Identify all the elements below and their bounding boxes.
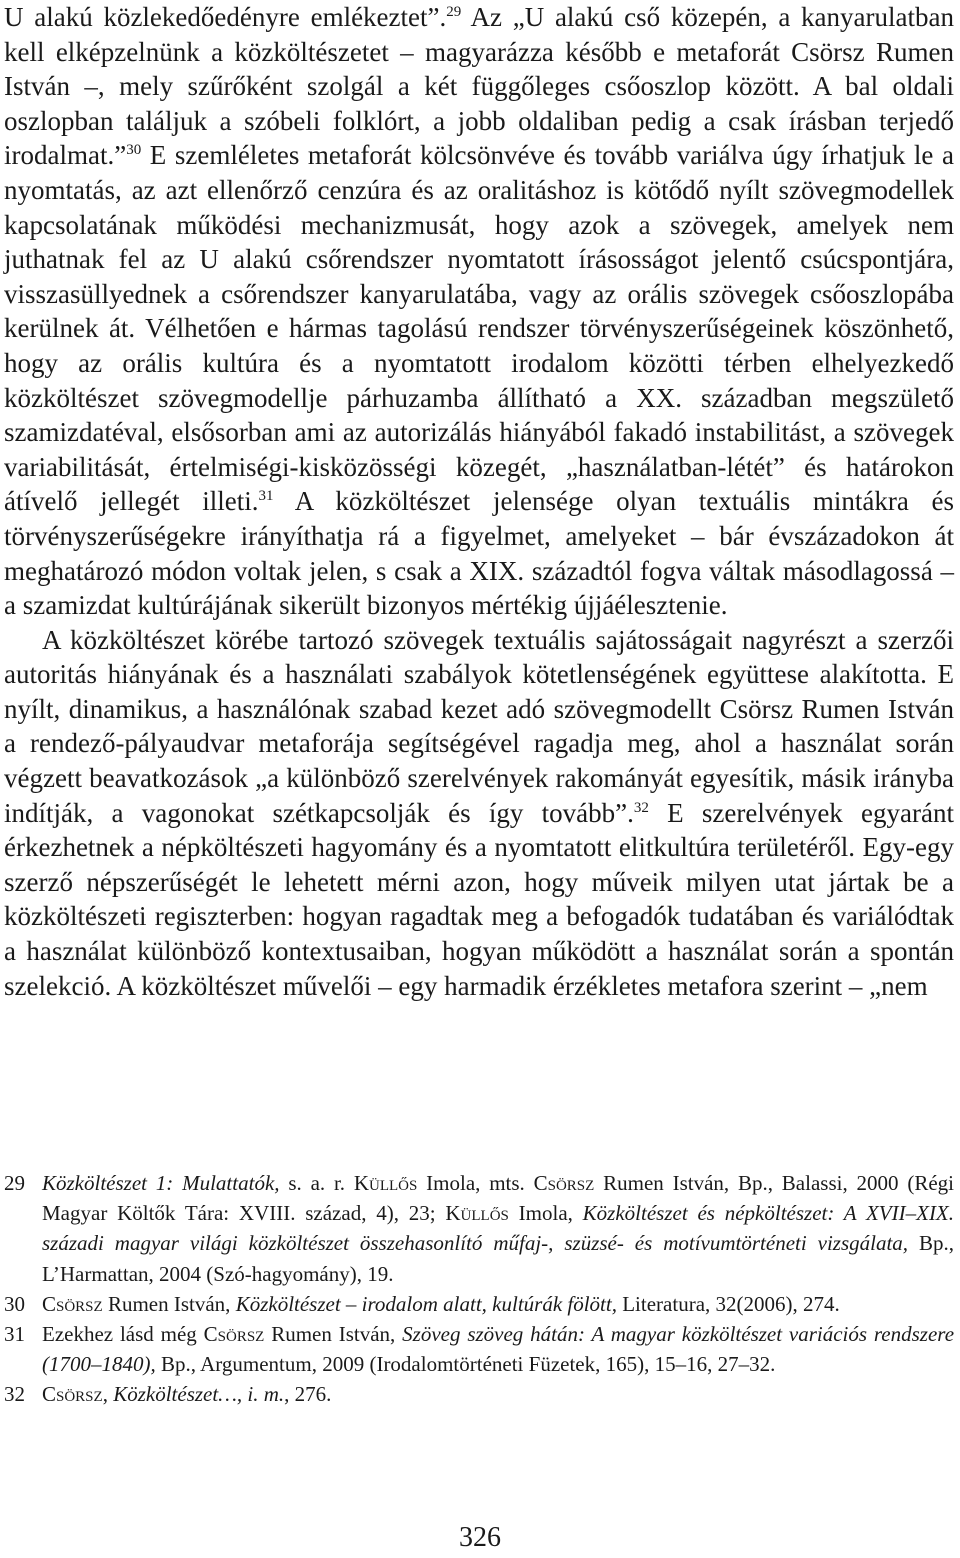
footnote-text xyxy=(42,1319,954,1379)
footnote-30 xyxy=(4,1289,954,1319)
footnote-ref-29[interactable]: 29 xyxy=(446,4,462,20)
page-number: 326 xyxy=(459,1522,501,1553)
footnote-29 xyxy=(4,1168,954,1289)
text-span: U alakú közlekedőedényre emlékeztet”. xyxy=(4,2,447,32)
text-span: , 276. xyxy=(284,1382,332,1407)
footnote-text xyxy=(42,1168,954,1289)
text-span: Rumen István, xyxy=(264,1322,403,1347)
text-span: , xyxy=(102,1382,114,1407)
title-text: Szöveg szöveg hátán: A magyar közköltészet variációs rendszere (1700–1840), xyxy=(42,1322,955,1377)
author-name: Csörsz xyxy=(42,1291,103,1316)
text-span: Ezekhez lásd még xyxy=(42,1322,204,1347)
text-span: Literatura, 32(2006), 274. xyxy=(616,1291,840,1316)
title-text: Közköltészet 1: Mulattatók, xyxy=(42,1171,280,1195)
title-text: Közköltészet és népköltészet: A XVII–XIX. századi magyar világi közköltészet összehasonlító műfaj-, szüzsé- és motívumtörténeti vizsgálata, xyxy=(42,1201,955,1256)
footnote-number: 30 xyxy=(4,1291,25,1316)
text-span: s. a. r. xyxy=(279,1171,354,1195)
author-name: Küllős xyxy=(353,1171,418,1195)
body-text xyxy=(4,0,954,1003)
footnote-number: 31 xyxy=(4,1322,25,1347)
text-span: E szerelvények egyaránt érkezhetnek a népköltészeti hagyomány és a nyomtatott elitkultúra területéről. Egy-egy szerző népszerűségét le lehetett mérni azon, hogy műveik milyen utat jártak be a közköltészeti regiszterben: hogyan ragadtak meg a befogadók tudatában és variálódtak a használat különböző kontextusaiban, hogyan működött a használat során a spontán szelekció. A közköltészet művelői – egy harmadik érzékletes metafora szerint – „nem xyxy=(4,797,954,1001)
text-span: Rumen István, Bp., Balassi, 2000 (Régi Magyar Költők Tára: XVIII. század, 4), 23; xyxy=(42,1171,954,1226)
author-name: Küllős xyxy=(445,1201,509,1226)
footnote-ref-30[interactable]: 30 xyxy=(126,142,142,159)
author-name: Csörsz xyxy=(203,1322,265,1347)
title-text: Közköltészet – irodalom alatt, kultúrák fölött, xyxy=(235,1291,617,1316)
title-text: Közköltészet…, i. m. xyxy=(113,1382,285,1407)
author-name: Csörsz xyxy=(42,1382,103,1407)
text-span: Az „U alakú cső közepén, a kanyarulatban kell elképzelnünk a közköltészetet – magyarázza később e metaforát Csörsz Rumen István –, mely szűrőként szolgál a két függőleges csőoszlop között. A bal oldali oszlopban találjuk a szóbeli folklórt, a jobb oldaliban pedig a csak írásban terjedő irodalmat.” xyxy=(4,2,954,171)
footnote-ref-32[interactable]: 32 xyxy=(633,799,649,816)
text-span: Bp., Argumentum, 2009 (Irodalomtörténeti Füzetek, 165), 15–16, 27–32. xyxy=(155,1352,776,1377)
footnote-ref-31[interactable]: 31 xyxy=(258,488,274,505)
text-span: Imola, mts. xyxy=(417,1171,534,1195)
text-span: A közköltészet jelensége olyan textuális mintákra és törvényszerűségekre irányíthatja rá a figyelmet, amelyeket – bár évszázadokon át meghatározó módon voltak jelen, s csak a XIX. századtól fogva váltak másodlagossá – a szamizdat kultúrájának sikerült bizonyos mértékig újjáélesztenie. xyxy=(4,486,955,621)
footnote-number: 29 xyxy=(4,1171,25,1195)
footnote-text xyxy=(42,1289,954,1319)
paragraph-2 xyxy=(4,623,954,1004)
footnotes xyxy=(4,1168,954,1410)
text-span: Rumen István, xyxy=(102,1291,236,1316)
paragraph-1 xyxy=(4,0,954,623)
text-span: E szemléletes metaforát kölcsönvéve és tovább variálva úgy írhatjuk le a nyomtatás, az azt ellenőrző cenzúra és az oralitáshoz is kötődő nyílt szövegmodellek kapcsolatának működési mechanizmusát, hogy azok a szövegek, amelyek nem juthatnak fel az U alakú csőrendszer nyomtatott írásosságot jelentő csúcspontjára, visszasüllyednek a csőrendszer kanyarulatába, vagy az orális szövegek csőoszlopába kerülnek át. Vélhetően e hármas tagolású rendszer törvényszerűségeinek köszönhető, hogy az orális kultúra és a nyomtatott irodalom közötti térben elhelyezkedő közköltészet szövegmodellje párhuzamba állítható a XX. században megszülető szamizdatéval, elsősorban ami az autorizálás hiányából fakadó instabilitást, a szövegek variabilitását, értelmiségi-kisközösségi közegét, „használatban-létét” és határokon átívelő jellegét illeti. xyxy=(4,140,954,517)
author-name: Csörsz xyxy=(533,1171,595,1195)
footnote-31 xyxy=(4,1319,954,1379)
footnote-32 xyxy=(4,1379,954,1409)
text-span: Bp., L’Harmattan, 2004 (Szó-hagyomány), 19. xyxy=(42,1231,954,1286)
text-span: Imola, xyxy=(508,1201,583,1226)
footnote-number: 32 xyxy=(4,1382,25,1407)
text-span: A közköltészet körébe tartozó szövegek textuális sajátosságait nagyrészt a szerzői autoritás hiányának és a használati szabályok kötetlenségének együttese alakította. E nyílt, dinamikus, a használónak szabad kezet adó szövegmodellt Csörsz Rumen István a rendező-pályaudvar metaforája segítségével ragadja meg, ahol a használat során végzett beavatkozások „a különböző szerelvények rakományát egyesítik, másik irányba indítják, a vagonokat szétkapcsolják és így tovább”. xyxy=(4,624,954,828)
footnote-text xyxy=(42,1379,954,1409)
